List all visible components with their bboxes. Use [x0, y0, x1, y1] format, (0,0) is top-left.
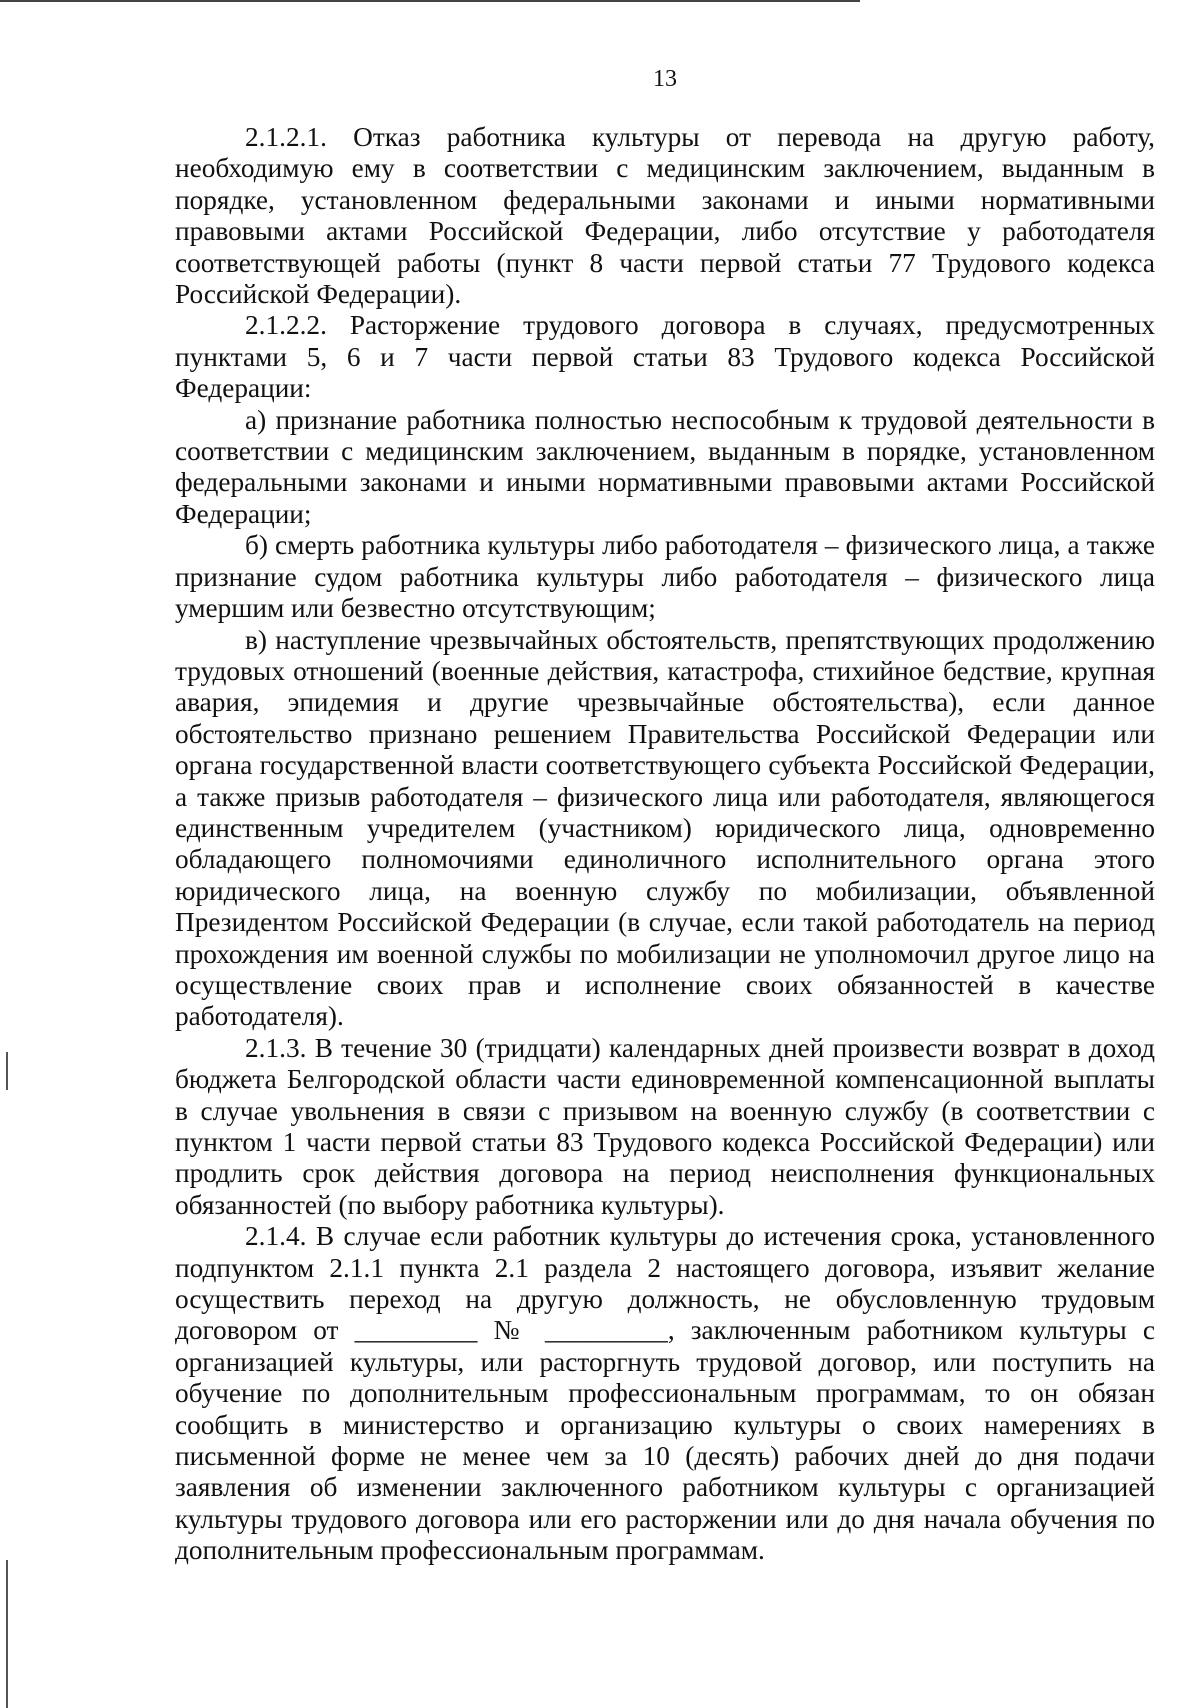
scan-top-edge: [0, 0, 860, 2]
paragraph-2-1-2-2: 2.1.2.2. Расторжение трудового договора в случаях, предусмотренных пунктами 5, 6 и 7 части первой статьи 83 Трудового кодекса Российской Федерации:: [175, 310, 1155, 404]
scan-margin-mark: [6, 1560, 8, 1708]
paragraph-2-1-2-1: 2.1.2.1. Отказ работника культуры от перевода на другую работу, необходимую ему в соответствии с медицинским заключением, выданным в порядке, установленном федеральными законами и иными нормативными правовыми актами Российской Федерации, либо отсутствие у работодателя соответствующей работы (пункт 8 части первой статьи 77 Трудового кодекса Российской Федерации).: [175, 122, 1155, 310]
document-body: [175, 122, 1155, 1567]
page-number: 13: [653, 66, 677, 92]
scan-margin-mark: [6, 1052, 8, 1090]
paragraph-2-1-3: 2.1.3. В течение 30 (тридцати) календарных дней произвести возврат в доход бюджета Белгородской области части единовременной компенсационной выплаты в случае увольнения в связи с призывом на военную службу (в соответствии с пунктом 1 части первой статьи 83 Трудового кодекса Российской Федерации) или продлить срок действия договора на период неисполнения функциональных обязанностей (по выбору работника культуры).: [175, 1032, 1155, 1220]
list-item-a: а) признание работника полностью неспособным к трудовой деятельности в соответствии с медицинским заключением, выданным в порядке, установленном федеральными законами и иными нормативными правовыми актами Российской Федерации;: [175, 404, 1155, 529]
list-item-b: б) смерть работника культуры либо работодателя – физического лица, а также признание судом работника культуры либо работодателя – физического лица умершим или безвестно отсутствующим;: [175, 530, 1155, 624]
list-item-v: в) наступление чрезвычайных обстоятельств, препятствующих продолжению трудовых отношений (военные действия, катастрофа, стихийное бедствие, крупная авария, эпидемия и другие чрезвычайные обстоятельства), если данное обстоятельство признано решением Правительства Российской Федерации или органа государственной власти соответствующего субъекта Российской Федерации, а также призыв работодателя – физического лица или работодателя, являющегося единственным учредителем (участником) юридического лица, одновременно обладающего полномочиями единоличного исполнительного органа этого юридического лица, на военную службу по мобилизации, объявленной Президентом Российской Федерации (в случае, если такой работодатель на период прохождения им военной службы по мобилизации не уполномочил другое лицо на осуществление своих прав и исполнение своих обязанностей в качестве работодателя).: [175, 624, 1155, 1032]
paragraph-2-1-4: 2.1.4. В случае если работник культуры до истечения срока, установленного подпунктом 2.1.1 пункта 2.1 раздела 2 настоящего договора, изъявит желание осуществить переход на другую должность, не обусловленную трудовым договором от _________ № _________, заключенным работником культуры с организацией культуры, или расторгнуть трудовой договор, или поступить на обучение по дополнительным профессиональным программам, то он обязан сообщить в министерство и организацию культуры о своих намерениях в письменной форме не менее чем за 10 (десять) рабочих дней до дня подачи заявления об изменении заключенного работником культуры с организацией культуры трудового договора или его расторжении или до дня начала обучения по дополнительным профессиональным программам.: [175, 1221, 1155, 1566]
